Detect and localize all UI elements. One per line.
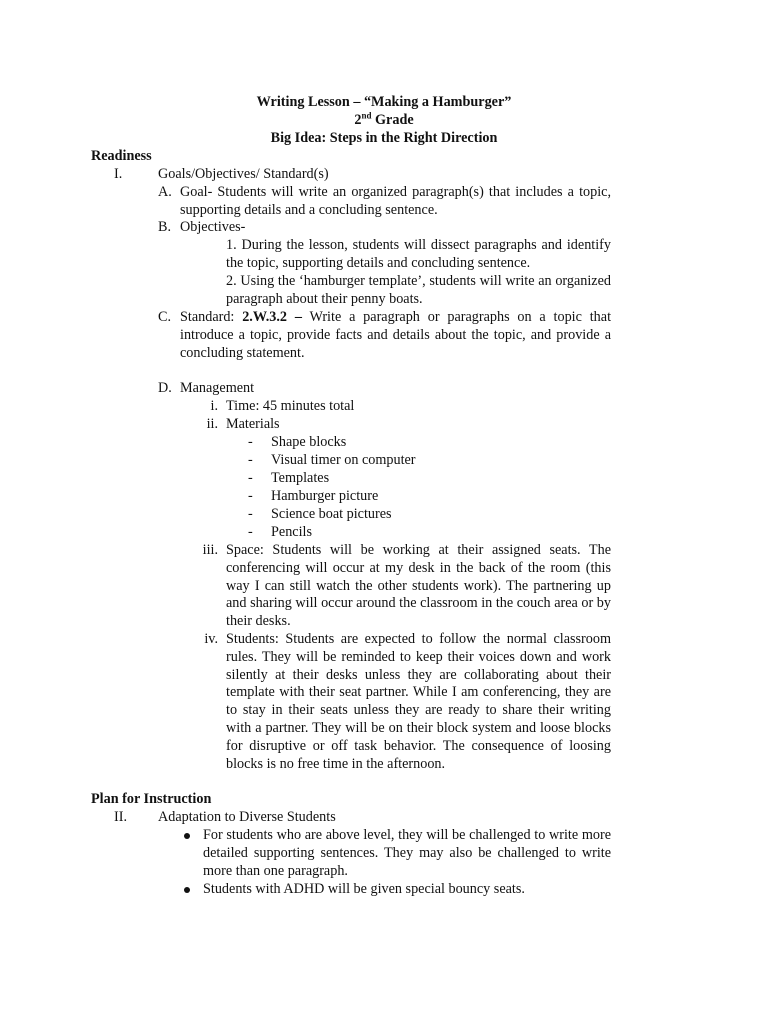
management-num-iii: iii.: [202, 542, 218, 558]
management-heading: Management: [180, 380, 255, 396]
management-num-ii: ii.: [206, 416, 218, 432]
item-letter-b: B.: [158, 219, 172, 235]
grade-number: 2: [354, 112, 362, 128]
material-dash: -: [248, 434, 253, 450]
bullet-text: Students with ADHD will be given special bouncy seats.: [203, 881, 525, 897]
material-item: Science boat pictures: [271, 506, 392, 522]
big-idea: Big Idea: Steps in the Right Direction: [270, 130, 498, 146]
goal-text: Goal- Students will write an organized paragraph(s) that includes a topic, supporting details and a concluding sentence.: [180, 184, 611, 218]
roman-numeral-two: II.: [114, 809, 127, 825]
material-item: Shape blocks: [271, 434, 347, 450]
item-letter-d: D.: [158, 380, 172, 396]
management-num-i: i.: [210, 398, 218, 414]
objectives-heading: Objectives-: [180, 219, 246, 235]
material-item: Visual timer on computer: [271, 452, 416, 468]
item-letter-a: A.: [158, 184, 172, 200]
material-dash: -: [248, 452, 253, 468]
standard-description: Write a paragraph or paragraphs on a topic that introduce a topic, provide facts and details about the topic, and provide a concluding statement.: [180, 309, 612, 361]
item-letter-c: C.: [158, 309, 172, 325]
space-text: Space: Students will be working at their assigned seats. The conferencing will occur at my desk in the back of the room (this way I can still watch the other students work). The partnering up and sharing will occur around the classroom in the couch area or by their desks.: [226, 542, 611, 630]
standard-prefix: Standard:: [180, 309, 235, 325]
material-item: Pencils: [271, 524, 312, 540]
goals-heading: Goals/Objectives/ Standard(s): [158, 166, 329, 182]
adaptation-heading: Adaptation to Diverse Students: [158, 809, 336, 825]
material-dash: -: [248, 506, 253, 522]
grade-line: [0, 112, 768, 130]
lesson-title: Writing Lesson – “Making a Hamburger”: [256, 94, 512, 110]
readiness-heading: Readiness: [91, 148, 152, 164]
material-item: Templates: [271, 470, 330, 486]
standard-text: [180, 309, 611, 362]
material-dash: -: [248, 470, 253, 486]
objective-two: 2. Using the ‘hamburger template’, students will write an organized paragraph about their penny boats.: [226, 273, 611, 307]
materials-heading: Materials: [226, 416, 280, 432]
bullet-text: For students who are above level, they will be challenged to write more detailed supporting sentences. They may also be challenged to write more than one paragraph.: [203, 827, 611, 879]
grade-word: Grade: [375, 112, 414, 128]
material-dash: -: [248, 524, 253, 540]
bullet-icon: [184, 887, 190, 893]
material-dash: -: [248, 488, 253, 504]
time-text: Time: 45 minutes total: [226, 398, 355, 414]
roman-numeral-one: I.: [114, 166, 123, 182]
material-item: Hamburger picture: [271, 488, 379, 504]
bullet-icon: [184, 833, 190, 839]
standard-code: 2.W.3.2 –: [242, 309, 302, 325]
grade-superscript: nd: [361, 110, 372, 121]
objective-one: 1. During the lesson, students will dissect paragraphs and identify the topic, supporting details and concluding sentence.: [226, 237, 611, 271]
students-text: Students: Students are expected to follow the normal classroom rules. They will be reminded to keep their voices down and work silently at their desks unless they are collaborating about their template with their seat partner. While I am conferencing, they are to stay in their seats unless they are ready to share their writing with a partner. They will be on their block system and loose blocks for disruptive or off task behavior. The consequence of loosing blocks is no free time in the afternoon.: [226, 631, 611, 772]
management-num-iv: iv.: [204, 631, 218, 647]
plan-heading: Plan for Instruction: [91, 791, 212, 807]
